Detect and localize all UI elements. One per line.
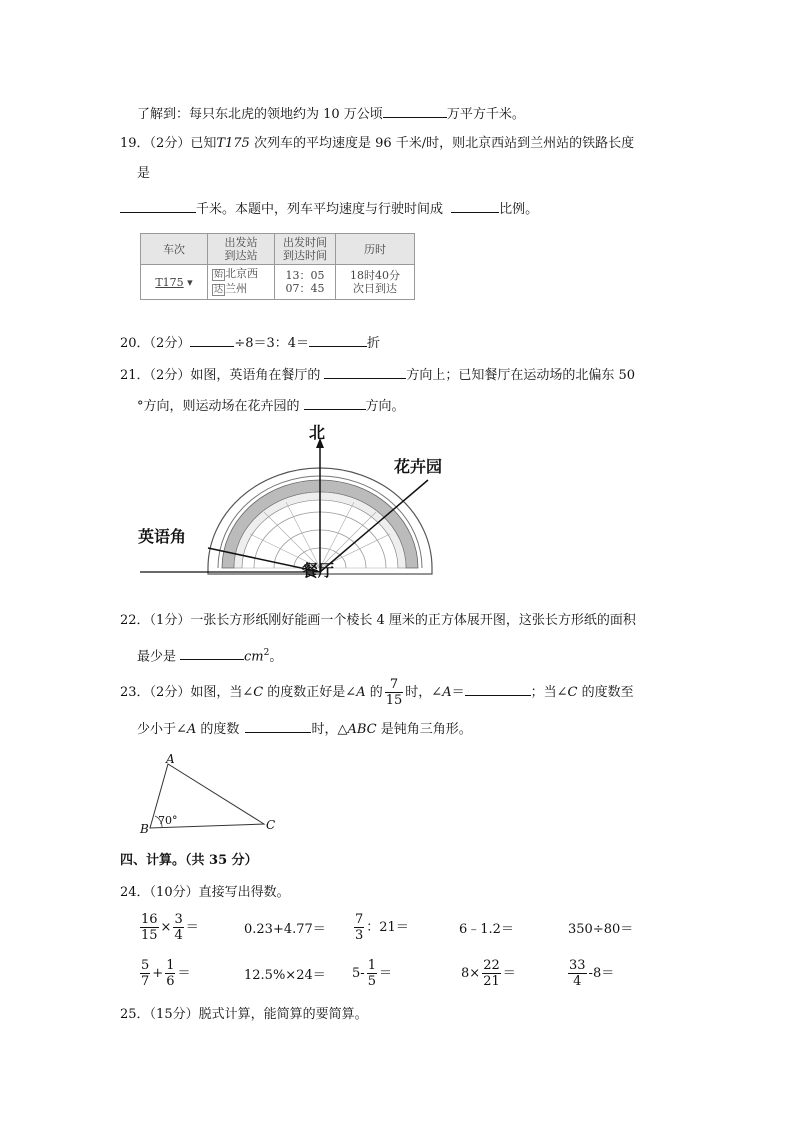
english-corner-label: 英语角 — [138, 527, 187, 546]
table-header: 出发时间 到达时间 — [275, 234, 336, 265]
calc-item-1: $\frac{16}{15}$ × $\frac{3}{4}$ ＝ — [141, 912, 199, 943]
calc-item-6: $\frac{5}{7}$ + $\frac{1}{6}$ ＝ — [141, 958, 191, 989]
calc-item-3: $\frac{7}{3}$ ：21＝ — [355, 912, 409, 943]
q21-line-2: °方向，则运动场在花卉园的 方向。 — [137, 395, 405, 416]
table-header: 出发站 到达站 — [208, 234, 275, 265]
q19-line-1: 19．（2分）已知T175 次列车的平均速度是 96 千米/时，则北京西站到兰州站的铁路长度 — [120, 136, 635, 151]
fraction: $\frac{7}{15}$ — [385, 677, 403, 708]
answer-blank[interactable] — [304, 395, 366, 410]
calc-item-5: 350÷80＝ — [568, 922, 634, 937]
q24-title: 24．（10分）直接写出得数。 — [120, 885, 290, 900]
vertex-b-label: B — [140, 822, 149, 836]
q18-line: 了解到：每只东北虎的领地约为 10 万公顷 万平方千米。 — [137, 103, 525, 124]
answer-blank[interactable] — [190, 332, 234, 347]
answer-blank[interactable] — [309, 332, 367, 347]
protractor-figure — [136, 422, 476, 582]
answer-blank[interactable] — [383, 103, 447, 118]
triangle-figure — [136, 750, 286, 840]
table-cell: 18时40分 次日到达 — [336, 265, 415, 300]
calc-item-8: 5- $\frac{1}{5}$ ＝ — [352, 958, 392, 989]
vertex-a-label: A — [166, 752, 175, 766]
calc-item-2: 0.23+4.77＝ — [244, 922, 326, 937]
train-timetable — [140, 233, 415, 300]
north-label: 北 — [309, 423, 326, 442]
garden-label: 花卉园 — [394, 457, 443, 476]
calc-item-7: 12.5%×24＝ — [244, 968, 326, 983]
answer-blank[interactable] — [465, 681, 531, 696]
section-title: 四、计算。（共 35 分） — [120, 853, 258, 868]
answer-blank[interactable] — [120, 198, 196, 213]
protractor-diagram — [136, 422, 476, 582]
q23-line-1: 23．（2分）如图，当∠C 的度数正好是∠A 的 $\frac{7}{15}$ 时，∠A＝ ；当∠C 的度数至 — [120, 677, 634, 708]
table-cell: T175 ▾ — [141, 265, 208, 300]
answer-blank[interactable] — [451, 198, 499, 213]
q21-line-1: 21．（2分）如图，英语角在餐厅的 方向上；已知餐厅在运动场的北偏东 50 — [120, 364, 635, 385]
calc-item-4: 6﹣1.2＝ — [459, 922, 514, 937]
table-header: 历时 — [336, 234, 415, 265]
q22-line-1: 22．（1分）一张长方形纸刚好能画一个棱长 4 厘米的正方体展开图，这张长方形纸的面积 — [120, 613, 636, 628]
table-cell: 13：05 07：45 — [275, 265, 336, 300]
q23-line-2: 少小于∠A 的度数 时，△ABC 是钝角三角形。 — [137, 718, 472, 739]
vertex-c-label: C — [266, 818, 276, 832]
table-cell: 始 北京西 达 兰州 — [208, 265, 275, 300]
dropdown-triangle-icon: ▾ — [187, 275, 193, 289]
q25-title: 25．（15分）脱式计算，能简算的要简算。 — [120, 1007, 368, 1022]
q22-line-2: 最少是 $cm^2$。 — [137, 644, 282, 666]
answer-blank[interactable] — [245, 718, 311, 733]
canteen-label: 餐厅 — [302, 561, 335, 580]
calc-item-10: $\frac{33}{4}$ -8＝ — [569, 958, 615, 989]
answer-blank[interactable] — [180, 645, 244, 660]
calc-item-9: 8× $\frac{22}{21}$ ＝ — [461, 958, 516, 989]
q19-line-2: 是 — [137, 166, 151, 181]
table-header: 车次 — [141, 234, 208, 265]
q19-line-3: 千米。本题中，列车平均速度与行驶时间成 比例。 — [120, 198, 538, 219]
answer-blank[interactable] — [324, 364, 406, 379]
angle-label: 70° — [158, 814, 178, 827]
q20-line: 20．（2分） ÷8＝3：4＝ 折 — [120, 332, 380, 353]
